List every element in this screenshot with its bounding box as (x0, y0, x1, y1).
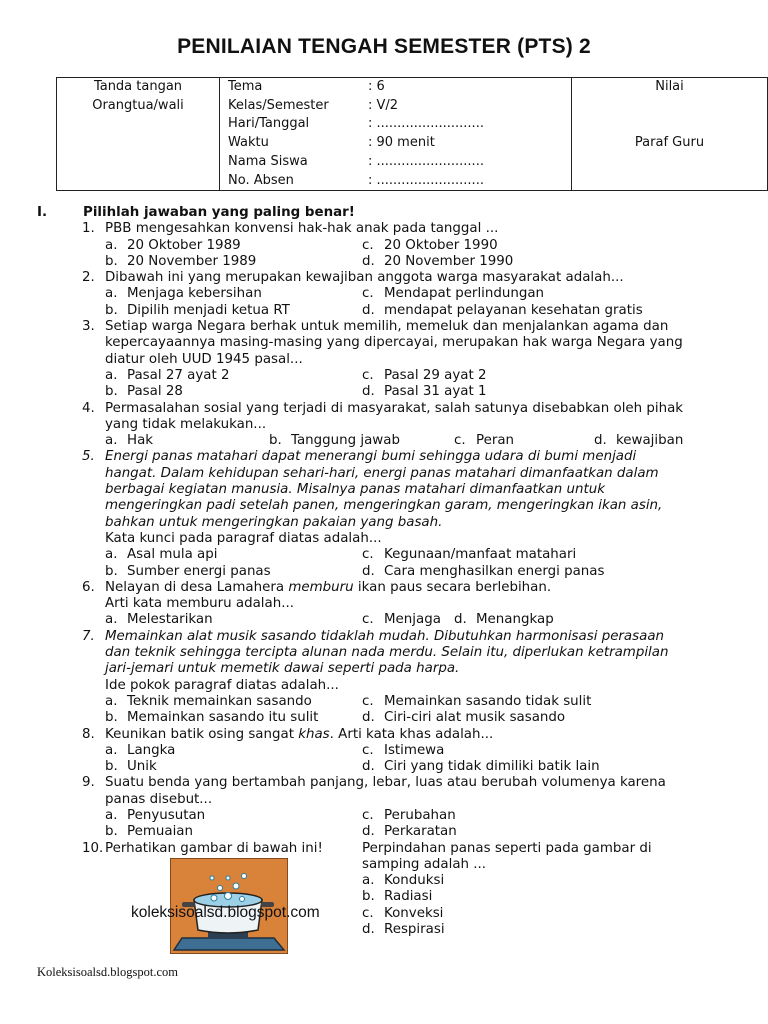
question-4-options (37, 433, 737, 449)
question-text: Arti kata memburu adalah... (105, 596, 294, 612)
section-number: I. (37, 205, 48, 220)
option-c: c. Kegunaan/manfaat matahari (362, 547, 577, 563)
option-b: b. Pasal 28 (105, 384, 183, 400)
question-6 (37, 580, 737, 596)
option-a: a. Asal mula api (105, 547, 218, 563)
section-instruction: Pilihlah jawaban yang paling benar! (83, 205, 355, 220)
question-text: samping adalah ... (362, 856, 487, 872)
question-number: 9. (82, 775, 95, 791)
question-number: 10. (82, 840, 104, 856)
section-heading (37, 205, 737, 221)
signature-label-1: Tanda tangan (93, 79, 183, 94)
question-3 (37, 319, 737, 368)
info-row-tema (220, 78, 571, 97)
question-9 (37, 775, 737, 808)
info-label: Hari/Tanggal (228, 116, 310, 132)
question-text: Permasalahan sosial yang terjadi di masyarakat, salah satunya disebabkan oleh pihak yang tidak melakukan... (105, 400, 684, 432)
option-d: d. 20 November 1990 (362, 253, 514, 269)
question-9-options (37, 808, 737, 841)
option-c: c. Memainkan sasando tidak sulit (362, 693, 592, 709)
question-4 (37, 401, 737, 434)
info-row-kelas (220, 97, 571, 116)
question-text: Ide pokok paragraf diatas adalah... (105, 677, 339, 693)
question-text: PBB mengesahkan konvensi hak-hak anak pada tanggal ... (105, 221, 499, 237)
question-8-options (37, 743, 737, 776)
option-b: b. Dipilih menjadi ketua RT (105, 302, 290, 318)
option-c: c. Istimewa (362, 742, 445, 758)
question-1 (37, 221, 737, 237)
option-d: d. Menangkap (454, 612, 554, 628)
question-number: 2. (82, 270, 95, 286)
info-label: Tema (228, 79, 263, 94)
question-1-options (37, 238, 737, 271)
option-a: a. Menjaga kebersihan (105, 286, 262, 302)
option-b: b. Unik (105, 759, 157, 775)
option-b: b. Tanggung jawab (269, 433, 400, 449)
question-number: 6. (82, 579, 95, 595)
option-d: d. mendapat pelayanan kesehatan gratis (362, 302, 643, 318)
option-d: d. Respirasi (362, 922, 445, 938)
question-7 (37, 629, 737, 678)
question-number: 1. (82, 221, 95, 237)
question-number: 3. (82, 319, 95, 335)
signature-cell (57, 78, 220, 191)
option-b: b. Pemuaian (105, 824, 193, 840)
option-d: d. Cara menghasilkan energi panas (362, 563, 605, 579)
student-info-cell (220, 78, 572, 191)
option-a: a. Teknik memainkan sasando (105, 693, 312, 709)
info-value: : .......................... (368, 172, 484, 188)
option-c: c. Konveksi (362, 905, 444, 921)
question-5-options (37, 547, 737, 580)
info-value: : 6 (368, 79, 385, 94)
option-b: b. Memainkan sasando itu sulit (105, 710, 319, 726)
question-6-options (37, 612, 737, 628)
option-d: d. kewajiban (594, 433, 684, 449)
option-d: d. Perkaratan (362, 824, 457, 840)
option-a: a. Pasal 27 ayat 2 (105, 367, 230, 383)
option-a: a. Penyusutan (105, 807, 206, 823)
question-text: Setiap warga Negara berhak untuk memilih, memeluk dan menjalankan agama dan kepercayaannya masing-masing yang dipercayai, merupakan hak warga Negara yang diatur oleh UUD 1945 pasal... (105, 319, 683, 367)
option-a: a. Hak (105, 433, 154, 449)
question-3-options (37, 368, 737, 401)
question-text: Keunikan batik osing sangat khas. Arti kata khas adalah... (105, 726, 494, 742)
option-d: d. Ciri-ciri alat musik sasando (362, 710, 566, 726)
info-value: : V/2 (368, 97, 399, 113)
option-b: b. 20 November 1989 (105, 253, 257, 269)
option-a: a. Melestarikan (105, 612, 213, 628)
question-5 (37, 449, 737, 530)
grade-cell (572, 78, 768, 191)
question-8 (37, 727, 737, 743)
info-label: No. Absen (228, 172, 294, 188)
option-b: b. Radiasi (362, 889, 433, 905)
option-a: a. Konduksi (362, 873, 445, 889)
question-sentence: Nelayan di desa Lamahera memburu ikan paus secara berlebihan. (105, 579, 552, 595)
info-row-waktu (220, 134, 571, 153)
option-a: a. Langka (105, 742, 176, 758)
question-text: Suatu benda yang bertambah panjang, lebar, luas atau berubah volumenya karena panas disebut... (105, 775, 666, 807)
question-number: 4. (82, 400, 95, 416)
option-d: d. Ciri yang tidak dimiliki batik lain (362, 759, 600, 775)
question-7-options (37, 694, 737, 727)
question-2 (37, 270, 737, 286)
watermark-text: koleksisoalsd.blogspot.com (131, 904, 320, 921)
question-number: 5. (82, 449, 95, 465)
signature-label-2: Orangtua/wali (92, 97, 184, 113)
option-c: c. Peran (454, 433, 515, 449)
question-2-options (37, 286, 737, 319)
question-passage: Memainkan alat musik sasando tidaklah mudah. Dibutuhkan harmonisasi perasaan dan teknik sehingga tercipta alunan nada merdu. Selain itu, diperlukan ketrampilan jari-jemari untuk memetik dawai seperti pada harpa. (105, 628, 669, 677)
info-row-hari (220, 115, 571, 134)
nilai-label: Nilai (655, 79, 684, 94)
identity-table (56, 77, 768, 191)
info-label: Waktu (228, 135, 269, 151)
option-c: c. 20 Oktober 1990 (362, 237, 498, 253)
question-number: 7. (82, 628, 95, 644)
question-text: Kata kunci pada paragraf diatas adalah... (105, 530, 382, 546)
question-text: Dibawah ini yang merupakan kewajiban anggota warga masyarakat adalah... (105, 270, 624, 286)
paraf-guru-label: Paraf Guru (634, 135, 705, 151)
info-value: : .......................... (368, 116, 484, 132)
question-text: Perpindahan panas seperti pada gambar di (362, 840, 652, 856)
option-b: b. Sumber energi panas (105, 563, 271, 579)
question-passage: Energi panas matahari dapat menerangi bumi sehingga udara di bumi menjadi hangat. Dalam kehidupan sehari-hari, energi panas matahari dimanfaatkan dalam berbagai kegiatan manusia. Misalnya panas matahari dimanfaatkan untuk mengeringkan padi setelah panen, mengeringkan garam, mengeringkan ikan asin, bahkan untuk mengeringkan pakaian yang basah. (105, 449, 663, 530)
option-d: d. Pasal 31 ayat 1 (362, 384, 487, 400)
questions-section (37, 205, 737, 938)
info-label: Nama Siswa (228, 153, 308, 169)
info-label: Kelas/Semester (228, 97, 329, 113)
info-value: : .......................... (368, 153, 484, 169)
option-c: c. Pasal 29 ayat 2 (362, 367, 487, 383)
question-10 (37, 841, 737, 939)
question-text: Perhatikan gambar di bawah ini! (105, 840, 323, 856)
option-c: c. Mendapat perlindungan (362, 286, 545, 302)
info-row-nama (220, 153, 571, 172)
option-a: a. 20 Oktober 1989 (105, 237, 241, 253)
page-title: PENILAIAN TENGAH SEMESTER (PTS) 2 (177, 35, 591, 58)
option-c: c. Menjaga (362, 612, 441, 628)
question-10-right-column (362, 841, 737, 939)
info-row-absen (220, 172, 571, 191)
footer-text: Koleksisoalsd.blogspot.com (37, 965, 178, 979)
question-number: 8. (82, 726, 95, 742)
info-value: : 90 menit (368, 135, 435, 151)
option-c: c. Perubahan (362, 807, 456, 823)
